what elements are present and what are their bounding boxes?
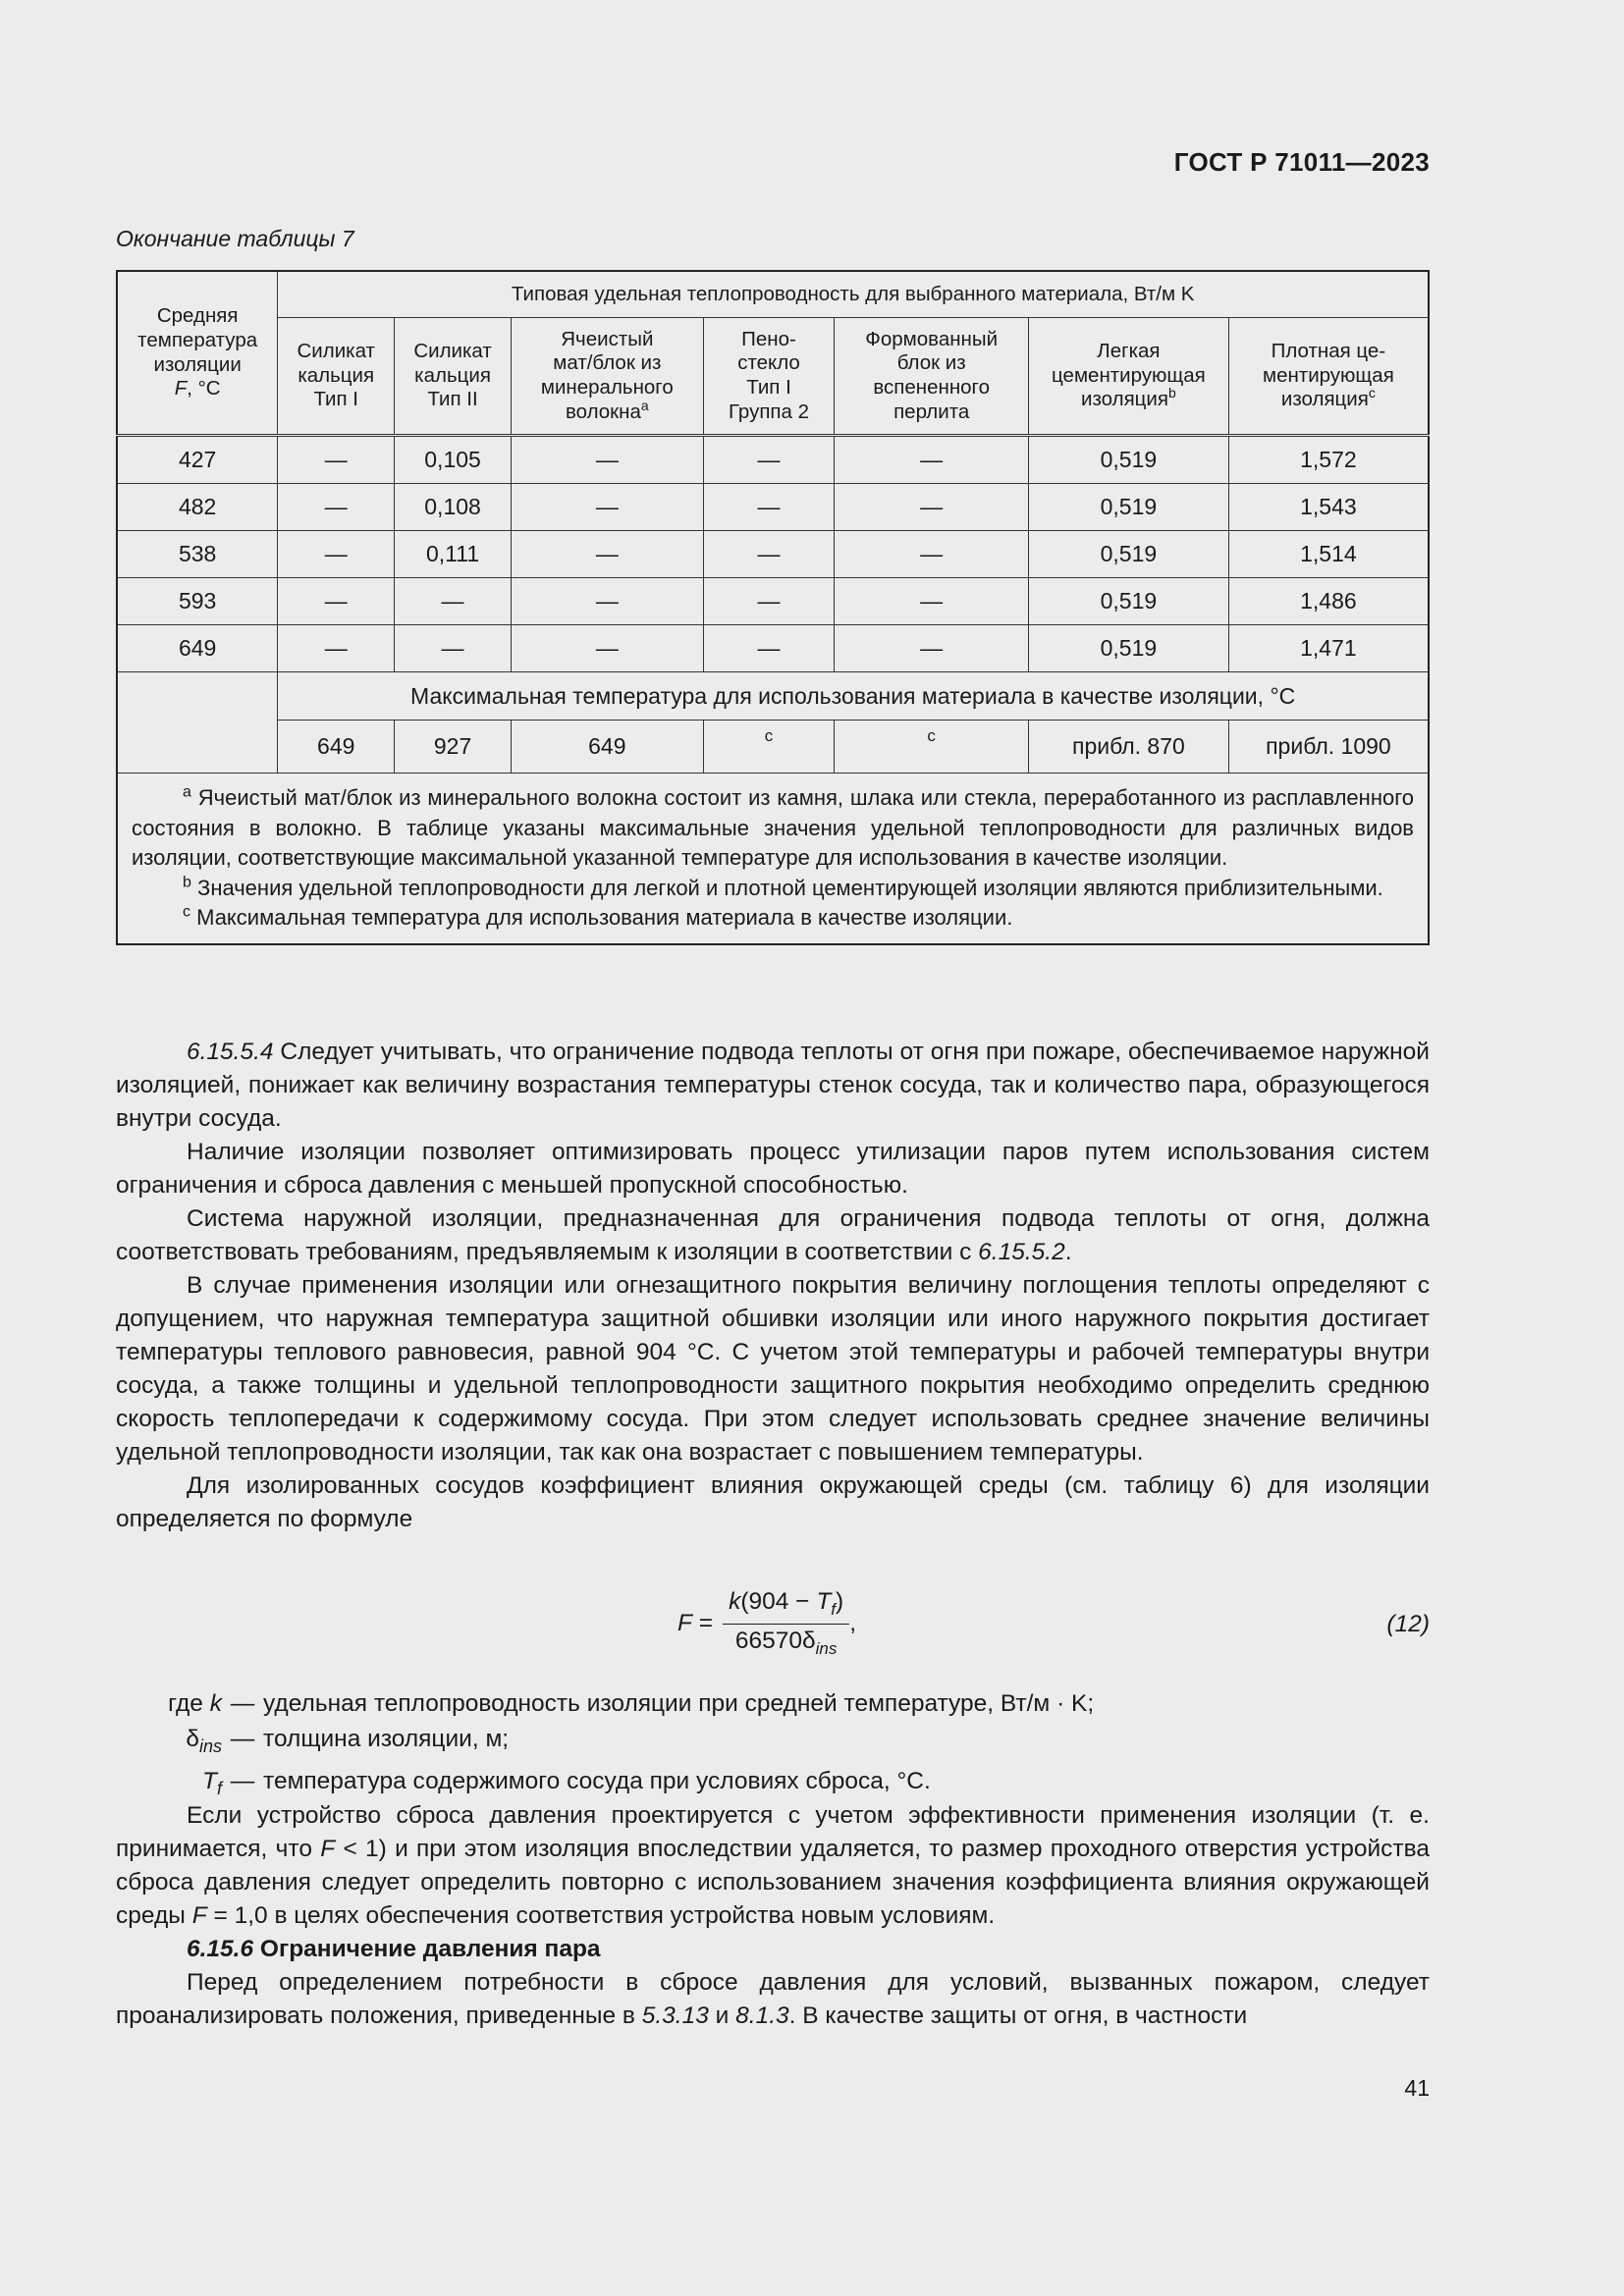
- document-code: ГОСТ Р 71011—2023: [1173, 147, 1430, 177]
- table-notes: [117, 774, 1429, 944]
- value-cell: —: [703, 531, 835, 578]
- value-cell: —: [278, 625, 395, 672]
- table-note: $^c$ Максимальная температура для использования материала в качестве изоляции.: [183, 903, 1013, 930]
- value-cell: —: [511, 531, 703, 578]
- max-temperature-cell: c: [835, 721, 1029, 774]
- temperature-cell: 538: [117, 531, 278, 578]
- value-cell: 1,486: [1228, 578, 1429, 625]
- column-header-6: Легкая цементирующая изоляция$^b$: [1029, 318, 1229, 436]
- value-cell: 0,105: [395, 436, 512, 484]
- column-header-5: Формованный блок из вспененного перлита: [835, 318, 1029, 436]
- table-row: [117, 578, 1429, 625]
- paragraph-vapor-pressure: Перед определением потребности в сбросе давления для условий, вызванных пожаром, следует проанализировать положения, приведенные в 5.3.13 и 8.1.3. В качестве защиты от огня, в частности: [116, 1969, 1430, 2029]
- value-cell: 1,543: [1228, 484, 1429, 531]
- value-cell: 1,514: [1228, 531, 1429, 578]
- value-cell: —: [703, 625, 835, 672]
- formula-number: (12): [1386, 1611, 1430, 1637]
- value-cell: —: [511, 484, 703, 531]
- table-row: [117, 436, 1429, 484]
- value-cell: 0,519: [1029, 625, 1229, 672]
- formula-12: F = $\frac{k(904 - T_f)}{66570\delta_{ins}}$ ,: [677, 1588, 856, 1658]
- table-caption: Окончание таблицы 7: [116, 226, 354, 251]
- paragraph-formula-intro: Для изолированных сосудов коэффициент влияния окружающей среды (см. таблицу 6) для изоляции определяется по формуле: [116, 1472, 1430, 1532]
- value-cell: 1,572: [1228, 436, 1429, 484]
- value-cell: —: [278, 531, 395, 578]
- page-number: 41: [1404, 2075, 1430, 2101]
- paragraph-fireproof-coating: В случае применения изоляции или огнезащитного покрытия величину поглощения теплоты определяют с допущением, что наружная температура защитной обшивки изоляции или иного наружного покрытия достигает температуры теплового равновесия, равной 904 °C. С учетом этой температуры и рабочей температуры внутри сосуда, а также толщины и удельной теплопроводности защитного покрытия необходимо определить среднюю скорость теплопередачи к содержимому сосуда. При этом следует использовать среднее значение величины удельной теплопроводности изоляции, так как она возрастает с повышением температуры.: [116, 1272, 1430, 1466]
- value-cell: 0,519: [1029, 436, 1229, 484]
- value-cell: 0,519: [1029, 578, 1229, 625]
- value-cell: 1,471: [1228, 625, 1429, 672]
- temperature-cell: 427: [117, 436, 278, 484]
- paragraph-relief-device: Если устройство сброса давления проектируется с учетом эффективности применения изоляции (т. е. принимается, что F < 1) и при этом изоляция впоследствии удаляется, то размер проходного отверстия устройства сброса давления следует определить повторно с использованием значения коэффициента влияния окружающей среды F = 1,0 в целях обеспечения соответствия устройства новым условиям.: [116, 1802, 1430, 1929]
- max-temperature-cell: прибл. 870: [1029, 721, 1229, 774]
- value-cell: —: [835, 531, 1029, 578]
- table-note: $^a$ Ячеистый мат/блок из минерального волокна состоит из камня, шлака или стекла, переработанного из расплавленного состояния в волокно. В таблице указаны максимальные значения удельной теплопроводности для различных видов изоляции, соответствующие максимальной указанной температуре для использования в качестве изоляции.: [132, 783, 1414, 870]
- value-cell: —: [278, 484, 395, 531]
- max-temperature-cell: 649: [278, 721, 395, 774]
- column-header-3: Ячеистый мат/блок из минерального волокна$^a$: [511, 318, 703, 436]
- value-cell: —: [278, 436, 395, 484]
- column-header-4: Пено- стекло Тип I Группа 2: [703, 318, 835, 436]
- value-cell: —: [835, 578, 1029, 625]
- value-cell: —: [703, 484, 835, 531]
- table-row: [117, 484, 1429, 531]
- legend-item: $T_f$ — температура содержимого сосуда при условиях сброса, °C.: [202, 1767, 931, 1798]
- value-cell: —: [511, 436, 703, 484]
- formula-legend: [116, 1686, 1430, 1806]
- conductivity-table: [116, 270, 1430, 945]
- max-temperature-cell: 927: [395, 721, 512, 774]
- value-cell: —: [395, 578, 512, 625]
- paragraph-insulation-presence: Наличие изоляции позволяет оптимизировать процесс утилизации паров путем использования систем ограничения и сброса давления с меньшей пропускной способностью.: [116, 1139, 1430, 1199]
- legend-item: $\delta_{ins}$ — толщина изоляции, м;: [186, 1726, 510, 1756]
- value-cell: —: [835, 484, 1029, 531]
- empty-cell: [117, 672, 278, 774]
- conductivity-span-header: Типовая удельная теплопроводность для выбранного материала, Вт/м K: [278, 271, 1429, 318]
- value-cell: —: [703, 578, 835, 625]
- value-cell: 0,519: [1029, 484, 1229, 531]
- value-cell: —: [511, 578, 703, 625]
- max-temperature-cell: c: [703, 721, 835, 774]
- max-temperature-cell: 649: [511, 721, 703, 774]
- column-header-2: Силикат кальция Тип II: [395, 318, 512, 436]
- value-cell: —: [835, 436, 1029, 484]
- value-cell: —: [835, 625, 1029, 672]
- body-text-bottom: [116, 1799, 1430, 2033]
- temperature-cell: 482: [117, 484, 278, 531]
- paragraph-6-15-5-4: 6.15.5.4 Следует учитывать, что ограничение подвода теплоты от огня при пожаре, обеспечиваемое наружной изоляцией, понижает как величину возрастания температуры стенок сосуда, так и количество пара, образующегося внутри сосуда.: [116, 1039, 1430, 1132]
- column-header-7: Плотная це- ментирующая изоляция$^c$: [1228, 318, 1429, 436]
- temperature-column-header: Средняя температура изоляции F, °C: [117, 271, 278, 436]
- value-cell: —: [703, 436, 835, 484]
- max-temperature-label: Максимальная температура для использования материала в качестве изоляции, °C: [278, 672, 1429, 721]
- value-cell: 0,108: [395, 484, 512, 531]
- value-cell: —: [278, 578, 395, 625]
- temperature-cell: 593: [117, 578, 278, 625]
- column-header-1: Силикат кальция Тип I: [278, 318, 395, 436]
- max-temperature-cell: прибл. 1090: [1228, 721, 1429, 774]
- value-cell: 0,111: [395, 531, 512, 578]
- paragraph-insulation-system: Система наружной изоляции, предназначенная для ограничения подвода теплоты от огня, должна соответствовать требованиям, предъявляемым к изоляции в соответствии с 6.15.5.2.: [116, 1205, 1430, 1265]
- table-note: $^b$ Значения удельной теплопроводности для легкой и плотной цементирующей изоляции являются приблизительными.: [183, 874, 1383, 900]
- table-row: [117, 625, 1429, 672]
- value-cell: 0,519: [1029, 531, 1229, 578]
- body-text-top: [116, 1036, 1430, 1536]
- temperature-cell: 649: [117, 625, 278, 672]
- value-cell: —: [511, 625, 703, 672]
- section-heading-6-15-6: 6.15.6 Ограничение давления пара: [187, 1936, 601, 1962]
- table-row: [117, 531, 1429, 578]
- legend-item: где k — удельная теплопроводность изоляции при средней температуре, Вт/м · K;: [168, 1690, 1095, 1717]
- value-cell: —: [395, 625, 512, 672]
